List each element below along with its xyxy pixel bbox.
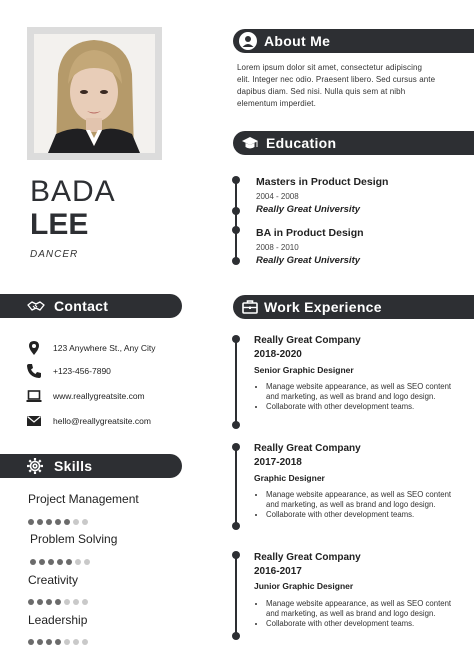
- timeline-dot: [232, 176, 240, 184]
- email-text: hello@reallygreatsite.com: [53, 416, 151, 426]
- location-pin-icon: [26, 340, 42, 356]
- skill-dot-filled: [28, 639, 34, 645]
- experience-timeline-line: [235, 447, 237, 527]
- briefcase-icon: [241, 298, 259, 316]
- skill-name: Leadership: [28, 613, 88, 627]
- job-years: 2016-2017: [254, 566, 302, 577]
- timeline-dot: [232, 522, 240, 530]
- timeline-dot: [232, 421, 240, 429]
- job-bullet: • Manage website appearance, as well as SEO content and marketing, as well as brand and logo design.: [266, 490, 456, 510]
- job-company: Really Great Company: [254, 335, 361, 346]
- job-company: Really Great Company: [254, 552, 361, 563]
- skill-rating: [28, 512, 91, 520]
- job-bullets: [254, 490, 456, 520]
- user-icon: [239, 32, 257, 50]
- skills-heading: Skills: [54, 458, 93, 474]
- skill-dot-empty: [82, 639, 88, 645]
- timeline-dot: [232, 551, 240, 559]
- timeline-dot: [232, 443, 240, 451]
- skill-dot-filled: [57, 559, 63, 565]
- job-title: Junior Graphic Designer: [254, 581, 354, 591]
- skill-dot-empty: [64, 639, 70, 645]
- experience-timeline-line: [235, 339, 237, 425]
- education-school: Really Great University: [256, 255, 361, 266]
- education-school: Really Great University: [256, 204, 361, 215]
- skill-dot-filled: [37, 639, 43, 645]
- job-bullet: • Manage website appearance, as well as SEO content and marketing, as well as brand and logo design.: [266, 382, 456, 402]
- education-years: 2004 - 2008: [256, 192, 299, 201]
- education-header: [233, 131, 474, 155]
- gear-icon: [26, 457, 44, 475]
- skill-dot-filled: [30, 559, 36, 565]
- last-name: LEE: [30, 208, 89, 241]
- skills-header: [0, 454, 182, 478]
- timeline-dot: [232, 226, 240, 234]
- contact-heading: Contact: [54, 298, 109, 314]
- contact-header: [0, 294, 182, 318]
- phone-text: +123-456-7890: [53, 366, 111, 376]
- skill-dot-filled: [46, 599, 52, 605]
- skill-dot-filled: [28, 519, 34, 525]
- education-degree: Masters in Product Design: [256, 176, 389, 188]
- skill-rating: [28, 632, 91, 640]
- skill-dot-filled: [55, 639, 61, 645]
- experience-header: [233, 295, 474, 319]
- skill-name: Project Management: [28, 492, 139, 506]
- job-role: DANCER: [30, 249, 79, 260]
- skill-dot-filled: [55, 519, 61, 525]
- job-years: 2018-2020: [254, 349, 302, 360]
- skill-dot-filled: [46, 519, 52, 525]
- address-text: 123 Anywhere St., Any City: [53, 343, 156, 353]
- graduation-cap-icon: [241, 134, 259, 152]
- skill-name: Creativity: [28, 573, 79, 587]
- skill-dot-filled: [66, 559, 72, 565]
- profile-photo: [34, 34, 155, 153]
- education-heading: Education: [266, 135, 337, 151]
- skill-dot-empty: [82, 599, 88, 605]
- job-bullet: • Collaborate with other development teams.: [266, 619, 456, 629]
- about-heading: About Me: [264, 33, 331, 49]
- website-text: www.reallygreatsite.com: [53, 391, 145, 401]
- phone-icon: [26, 363, 42, 379]
- job-company: Really Great Company: [254, 443, 361, 454]
- education-timeline-line: [235, 180, 237, 262]
- laptop-icon: [26, 388, 42, 404]
- job-bullet: • Manage website appearance, as well as SEO content and marketing, as well as brand and logo design.: [266, 599, 456, 619]
- timeline-dot: [232, 632, 240, 640]
- timeline-dot: [232, 207, 240, 215]
- skill-dot-empty: [73, 639, 79, 645]
- job-years: 2017-2018: [254, 457, 302, 468]
- job-title: Senior Graphic Designer: [254, 365, 354, 375]
- first-name: BADA: [30, 175, 116, 208]
- skill-dot-empty: [64, 599, 70, 605]
- timeline-dot: [232, 335, 240, 343]
- education-degree: BA in Product Design: [256, 227, 364, 239]
- skill-rating: [30, 552, 93, 560]
- skill-dot-filled: [37, 599, 43, 605]
- experience-timeline-line: [235, 555, 237, 637]
- skill-dot-filled: [55, 599, 61, 605]
- job-title: Graphic Designer: [254, 473, 325, 483]
- skill-dot-empty: [84, 559, 90, 565]
- skill-name: Problem Solving: [30, 532, 118, 546]
- handshake-icon: [26, 297, 46, 315]
- job-bullets: [254, 382, 456, 412]
- timeline-dot: [232, 257, 240, 265]
- job-bullet: • Collaborate with other development teams.: [266, 402, 456, 412]
- about-text: Lorem ipsum dolor sit amet, consectetur adipiscing elit. Integer nec odio. Praesent libero. Sed cursus ante dapibus diam. Sed nisi. Nulla quis sem at nibh elementum imperdiet.: [237, 63, 436, 108]
- skill-dot-empty: [75, 559, 81, 565]
- skill-dot-empty: [73, 599, 79, 605]
- skill-dot-filled: [39, 559, 45, 565]
- experience-heading: Work Experience: [264, 299, 382, 315]
- skill-dot-filled: [28, 599, 34, 605]
- about-header: [233, 29, 474, 53]
- skill-dot-filled: [48, 559, 54, 565]
- skill-dot-filled: [64, 519, 70, 525]
- skill-dot-empty: [82, 519, 88, 525]
- skill-dot-empty: [73, 519, 79, 525]
- skill-dot-filled: [46, 639, 52, 645]
- job-bullet: • Collaborate with other development teams.: [266, 510, 456, 520]
- skill-rating: [28, 592, 91, 600]
- envelope-icon: [26, 413, 42, 429]
- education-years: 2008 - 2010: [256, 243, 299, 252]
- job-bullets: [254, 599, 456, 629]
- skill-dot-filled: [37, 519, 43, 525]
